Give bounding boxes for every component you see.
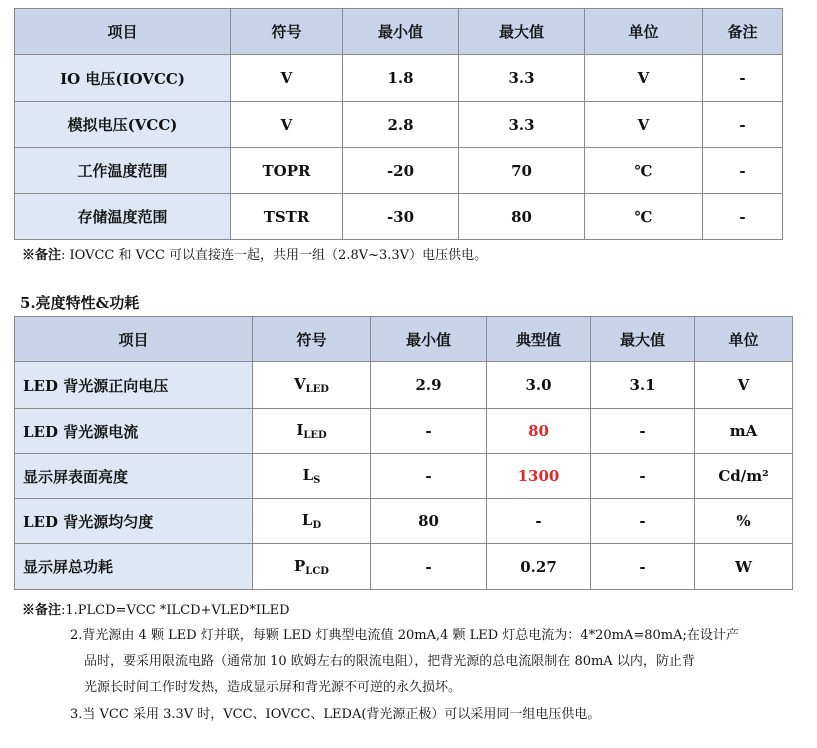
note-cell: - — [703, 194, 783, 240]
symbol-main: I — [296, 421, 304, 439]
note-text: :1.PLCD=VCC *ILCD+VLED*ILED — [61, 603, 290, 618]
typ-cell: 3.0 — [487, 362, 591, 409]
table-row — [15, 454, 793, 499]
max-cell: 3.3 — [459, 55, 585, 102]
min-cell: -20 — [343, 148, 459, 194]
header-typ: 典型值 — [487, 317, 591, 362]
item-cell: 存储温度范围 — [15, 194, 231, 240]
note-2-line-4: 光源长时间工作时发热，造成显示屏和背光源不可逆的永久损坏。 — [84, 680, 462, 695]
max-cell: - — [591, 499, 695, 544]
unit-cell: V — [695, 362, 793, 409]
symbol-main: P — [294, 556, 306, 575]
unit-cell: ℃ — [585, 194, 703, 240]
item-cell: LED 背光源均匀度 — [15, 499, 253, 544]
header-min: 最小值 — [343, 9, 459, 55]
min-cell: 1.8 — [343, 55, 459, 102]
note-2-line-5: 3.当 VCC 采用 3.3V 时，VCC、IOVCC、LEDA(背光源正极）可以采用同一组电压供电。 — [70, 707, 601, 722]
table-row — [15, 544, 793, 590]
max-cell: 3.1 — [591, 362, 695, 409]
symbol-cell: TOPR — [231, 148, 343, 194]
symbol-cell — [253, 409, 371, 454]
unit-cell: V — [585, 55, 703, 102]
symbol-cell: V — [231, 55, 343, 102]
min-cell: - — [371, 454, 487, 499]
header-item: 项目 — [15, 317, 253, 362]
table-row — [15, 194, 783, 240]
note-2-line-3: 品时，要采用限流电路（通常加 10 欧姆左右的限流电阻），把背光源的总电流限制在 80mA 以内，防止背 — [84, 654, 695, 669]
unit-cell: Cd/m² — [695, 454, 793, 499]
min-cell: 80 — [371, 499, 487, 544]
max-cell: - — [591, 454, 695, 499]
symbol-main: V — [294, 375, 306, 393]
table-header-row — [15, 9, 783, 55]
header-max: 最大值 — [591, 317, 695, 362]
note-1 — [22, 244, 487, 263]
section-title: 5.亮度特性&功耗 — [20, 294, 140, 312]
note-cell: - — [703, 148, 783, 194]
header-unit: 单位 — [695, 317, 793, 362]
header-item: 项目 — [15, 9, 231, 55]
item-cell: 工作温度范围 — [15, 148, 231, 194]
note-label: ※备注 — [22, 248, 62, 263]
note-text: : IOVCC 和 VCC 可以直接连一起，共用一组（2.8V~3.3V）电压供电。 — [61, 248, 488, 263]
note-2-line-1 — [22, 599, 290, 618]
table-row — [15, 409, 793, 454]
typ-cell: 1300 — [487, 454, 591, 499]
unit-cell: mA — [695, 409, 793, 454]
typ-cell: 80 — [487, 409, 591, 454]
item-cell: IO 电压(IOVCC) — [15, 55, 231, 102]
header-symbol: 符号 — [231, 9, 343, 55]
symbol-sub: LED — [303, 430, 327, 441]
max-cell: 80 — [459, 194, 585, 240]
symbol-main: L — [302, 466, 314, 484]
item-cell: LED 背光源电流 — [15, 409, 253, 454]
symbol-cell — [253, 544, 371, 590]
note-label: ※备注 — [22, 603, 62, 618]
unit-cell: % — [695, 499, 793, 544]
brightness-table — [14, 316, 793, 590]
symbol-sub: LCD — [305, 565, 329, 577]
header-max: 最大值 — [459, 9, 585, 55]
header-note: 备注 — [703, 9, 783, 55]
symbol-cell: TSTR — [231, 194, 343, 240]
table-row — [15, 102, 783, 148]
header-symbol: 符号 — [253, 317, 371, 362]
min-cell: 2.8 — [343, 102, 459, 148]
item-cell: LED 背光源正向电压 — [15, 362, 253, 409]
item-cell: 显示屏表面亮度 — [15, 454, 253, 499]
typ-cell: 0.27 — [487, 544, 591, 590]
item-cell: 显示屏总功耗 — [15, 544, 253, 590]
note-cell: - — [703, 55, 783, 102]
header-min: 最小值 — [371, 317, 487, 362]
unit-cell: V — [585, 102, 703, 148]
ratings-table — [14, 8, 783, 240]
table-header-row — [15, 317, 793, 362]
note-cell: - — [703, 102, 783, 148]
symbol-sub: LED — [305, 384, 329, 395]
symbol-sub: S — [313, 475, 321, 486]
min-cell: 2.9 — [371, 362, 487, 409]
max-cell: - — [591, 544, 695, 590]
item-cell: 模拟电压(VCC) — [15, 102, 231, 148]
symbol-cell: V — [231, 102, 343, 148]
max-cell: 70 — [459, 148, 585, 194]
unit-cell: ℃ — [585, 148, 703, 194]
symbol-main: L — [301, 511, 313, 529]
max-cell: 3.3 — [459, 102, 585, 148]
table-row — [15, 55, 783, 102]
symbol-sub: D — [312, 520, 322, 531]
min-cell: - — [371, 544, 487, 590]
symbol-cell — [253, 499, 371, 544]
max-cell: - — [591, 409, 695, 454]
symbol-cell — [253, 362, 371, 409]
table-row — [15, 148, 783, 194]
min-cell: -30 — [343, 194, 459, 240]
typ-cell: - — [487, 499, 591, 544]
symbol-cell — [253, 454, 371, 499]
header-unit: 单位 — [585, 9, 703, 55]
table-row — [15, 362, 793, 409]
unit-cell: W — [695, 544, 793, 590]
min-cell: - — [371, 409, 487, 454]
note-2-line-2: 2.背光源由 4 颗 LED 灯并联，每颗 LED 灯典型电流值 20mA,4 颗 LED 灯总电流为：4*20mA=80mA;在设计产 — [70, 628, 739, 643]
table-row — [15, 499, 793, 544]
